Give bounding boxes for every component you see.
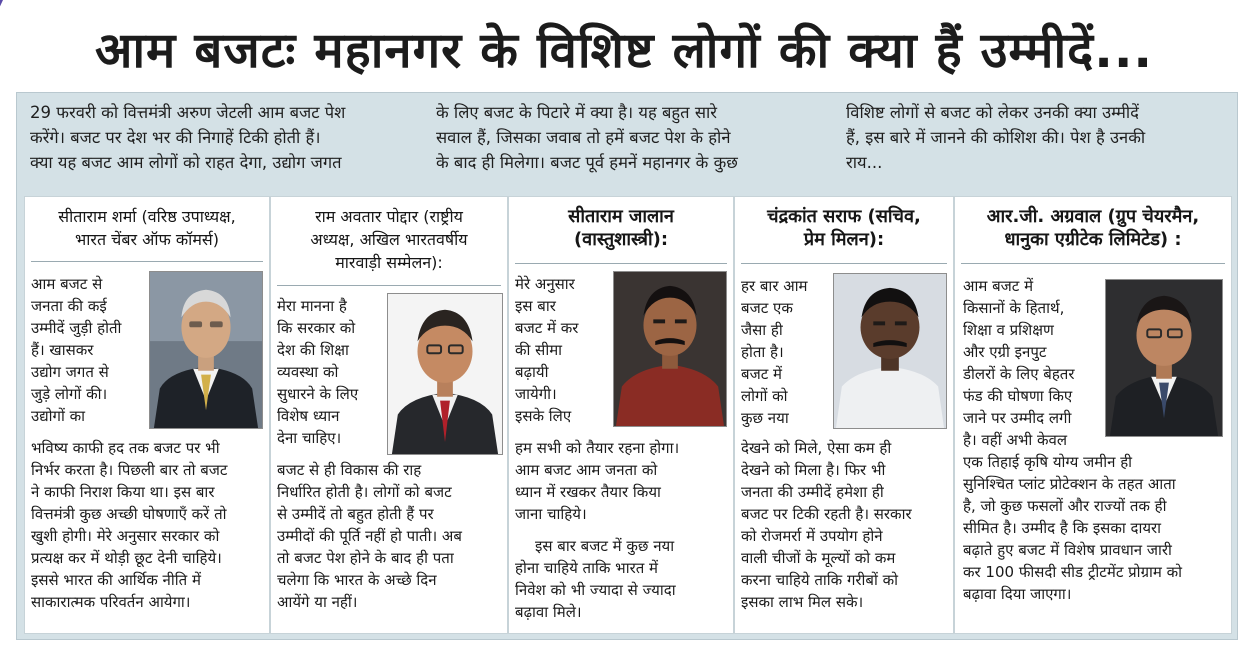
person-name: सीताराम जालान (वास्तुशास्त्री):	[568, 206, 674, 250]
text-line: जैसा ही	[741, 321, 783, 339]
text-line: जनता की उम्मीदें हमेशा ही	[741, 483, 884, 501]
text-line: बजट एक	[741, 299, 793, 317]
text-line: देखने को मिले, ऐसा कम ही	[741, 439, 892, 457]
intro-line: 29 फरवरी को वित्तमंत्री अरुण जेटली आम बजट पेश	[30, 103, 346, 122]
text-line: प्रत्यक्ष कर में थोड़ी छूट देनी चाहिये।	[31, 549, 222, 567]
text-line: देखने को मिला है। फिर भी	[741, 461, 886, 479]
text-line: सुधारने के लिए	[277, 385, 359, 403]
text-line: होता है।	[741, 343, 784, 361]
divider	[277, 285, 501, 286]
text-line: कुछ नया	[741, 409, 789, 427]
intro-line: क्या यह बजट आम लोगों को राहत देगा, उद्योग जगत	[30, 153, 342, 172]
text-line: तो बजट पेश होने के बाद ही पता	[277, 549, 454, 567]
text-line: मेरे अनुसार	[515, 275, 575, 293]
intro-line: करेंगे। बजट पर देश भर की निगाहें टिकी होती हैं।	[30, 128, 321, 147]
text-line: निर्भर करता है। पिछली बार तो बजट	[31, 461, 228, 479]
text-line: इस बार बजट में कुछ नया	[535, 537, 675, 555]
person-photo	[387, 293, 503, 455]
text-line: आम बजट से	[31, 275, 103, 293]
text-line: करना चाहिये ताकि गरीबों को	[741, 571, 899, 589]
text-line: जाना चाहिये।	[515, 505, 587, 523]
intro-line: सवाल हैं, जिसका जवाब तो हमें बजट पेश के होने	[436, 128, 731, 147]
text-line: जुड़े लोगों की।	[31, 385, 108, 403]
text-line: है। वहीं अभी केवल	[963, 431, 1068, 449]
text-line: फंड की घोषणा किए	[963, 387, 1073, 405]
text-line: विशेष ध्यान	[277, 407, 340, 425]
text-line: इससे भारत की आर्थिक नीति में	[31, 571, 201, 589]
text-line: बढ़ावा मिले।	[515, 603, 582, 621]
intro-line: राय...	[846, 153, 883, 172]
quote-full-width	[741, 437, 951, 613]
person-photo	[149, 271, 263, 429]
text-line: खुशी होगी। मेरे अनुसार सरकार को	[31, 527, 220, 545]
quote-beside-photo	[963, 275, 1103, 451]
person-name: आर.जी. अग्रवाल (ग्रुप चेयरमैन, धानुका एग्रीटेक लिमिटेड) :	[986, 206, 1200, 250]
divider	[961, 263, 1225, 264]
text-line: से उम्मीदें तो बहुत होती हैं पर	[277, 505, 434, 523]
intro-line: विशिष्ट लोगों से बजट को लेकर उनकी क्या उम्मीदें	[846, 103, 1139, 122]
divider	[741, 263, 947, 264]
text-line: बढ़ायी	[515, 363, 549, 381]
person-name: राम अवतार पोद्दार (राष्ट्रीय अध्यक्ष, अखिल भारतवर्षीय मारवाड़ी सम्मेलन):	[310, 207, 468, 272]
text-line: हर बार आम	[741, 277, 808, 295]
quote-full-width	[277, 459, 505, 613]
text-line: निवेश को भी ज्यादा से ज्यादा	[515, 581, 676, 599]
text-line: बजट पर टिकी रहती है। सरकार	[741, 505, 912, 523]
person-column-4	[734, 196, 954, 634]
person-column-1	[24, 196, 270, 634]
text-line: को रोजमर्रा में उपयोग होने	[741, 527, 883, 545]
text-line: जायेगी।	[515, 385, 557, 403]
quote-beside-photo	[277, 295, 385, 449]
text-line: उम्मीदें जुड़ी होती	[31, 319, 122, 337]
text-line: लोगों को	[741, 387, 788, 405]
intro-line: के लिए बजट के पिटारे में क्या है। यह बहुत सारे	[436, 103, 717, 122]
text-line: हम सभी को तैयार रहना होगा।	[515, 439, 680, 457]
text-line: कि सरकार को	[277, 319, 356, 337]
person-column-5	[954, 196, 1232, 634]
text-line: वाली चीजों के मूल्यों को कम	[741, 549, 896, 567]
text-line: बजट से ही विकास की राह	[277, 461, 422, 479]
headline: आम बजटः महानगर के विशिष्ट लोगों की क्या हैं उम्मीदें...	[94, 22, 1154, 79]
text-line: सुनिश्चित प्लांट प्रोटेक्शन के तहत आता	[963, 475, 1176, 493]
text-line: भविष्य काफी हद तक बजट पर भी	[31, 439, 220, 457]
intro-column-1	[30, 100, 410, 188]
quote-beside-photo	[515, 273, 611, 427]
text-line: बजट में	[741, 365, 782, 383]
text-line: और एग्री इनपुट	[963, 343, 1047, 361]
person-column-3	[508, 196, 734, 634]
text-line: इसका लाभ मिल सके।	[741, 593, 864, 611]
person-photo	[833, 273, 947, 429]
text-line: बढ़ावा दिया जाएगा।	[963, 585, 1072, 603]
text-line: होना चाहिये ताकि भारत में	[515, 559, 659, 577]
text-line: व्यवस्था को	[277, 363, 339, 381]
text-line: किसानों के हितार्थ,	[963, 299, 1065, 317]
text-line: उद्योग जगत से	[31, 363, 109, 381]
quote-full-width	[515, 437, 731, 623]
person-photo	[613, 271, 727, 427]
person-name: चंद्रकांत सराफ (सचिव, प्रेम मिलन):	[767, 206, 921, 250]
text-line: निर्धारित होती है। लोगों को बजट	[277, 483, 452, 501]
text-line: कर 100 फीसदी सीड ट्रीटमेंट प्रोग्राम को	[963, 563, 1183, 581]
text-line: इसके लिए	[515, 407, 572, 425]
text-line: वित्तमंत्री कुछ अच्छी घोषणाएँ करें तो	[31, 505, 227, 523]
text-line: है, जो कुछ फसलों और राज्यों तक ही	[963, 497, 1167, 515]
divider	[515, 263, 727, 264]
divider	[31, 261, 263, 262]
text-line: उद्योगों का	[31, 407, 86, 425]
text-line: देश की शिक्षा	[277, 341, 349, 359]
text-line: की सीमा	[515, 341, 563, 359]
text-line: ध्यान में रखकर तैयार किया	[515, 483, 661, 501]
text-line: डीलरों के लिए बेहतर	[963, 365, 1075, 383]
text-line: आम बजट में	[963, 277, 1034, 295]
intro-column-3	[846, 100, 1226, 188]
quote-beside-photo	[31, 273, 147, 427]
text-line: हैं। खासकर	[31, 341, 94, 359]
text-line: देना चाहिए।	[277, 429, 342, 447]
text-line: एक तिहाई कृषि योग्य जमीन ही	[963, 453, 1133, 471]
text-line: चलेगा कि भारत के अच्छे दिन	[277, 571, 437, 589]
person-name: सीताराम शर्मा (वरिष्ठ उपाध्यक्ष, भारत चेंबर ऑफ कॉमर्स)	[58, 207, 236, 249]
text-line: आम बजट आम जनता को	[515, 461, 658, 479]
text-line: बढ़ाते हुए बजट में विशेष प्रावधान जारी	[963, 541, 1172, 559]
text-line: इस बार	[515, 297, 556, 315]
text-line: आयेंगे या नहीं।	[277, 593, 358, 611]
text-line: मेरा मानना है	[277, 297, 347, 315]
person-column-2	[270, 196, 508, 634]
quote-beside-photo	[741, 275, 831, 429]
intro-line: हैं, इस बारे में जानने की कोशिश की। पेश है उनकी	[846, 128, 1146, 147]
person-photo	[1105, 279, 1223, 437]
intro-line: के बाद ही मिलेगा। बजट पूर्व हमनें महानगर के कुछ	[436, 153, 738, 172]
text-line: बजट में कर	[515, 319, 579, 337]
quote-full-width	[963, 451, 1229, 605]
text-line: उम्मीदों की पूर्ति नहीं हो पाती। अब	[277, 527, 462, 545]
text-line: साकारात्मक परिवर्तन आयेगा।	[31, 593, 191, 611]
text-line: शिक्षा व प्रशिक्षण	[963, 321, 1054, 339]
quote-full-width	[31, 437, 267, 613]
text-line: ने काफी निराश किया था। इस बार	[31, 483, 215, 501]
text-line: जाने पर उम्मीद लगी	[963, 409, 1072, 427]
intro-column-2	[436, 100, 820, 188]
text-line: सीमित है। उम्मीद है कि इसका दायरा	[963, 519, 1162, 537]
text-line: जनता की कई	[31, 297, 107, 315]
